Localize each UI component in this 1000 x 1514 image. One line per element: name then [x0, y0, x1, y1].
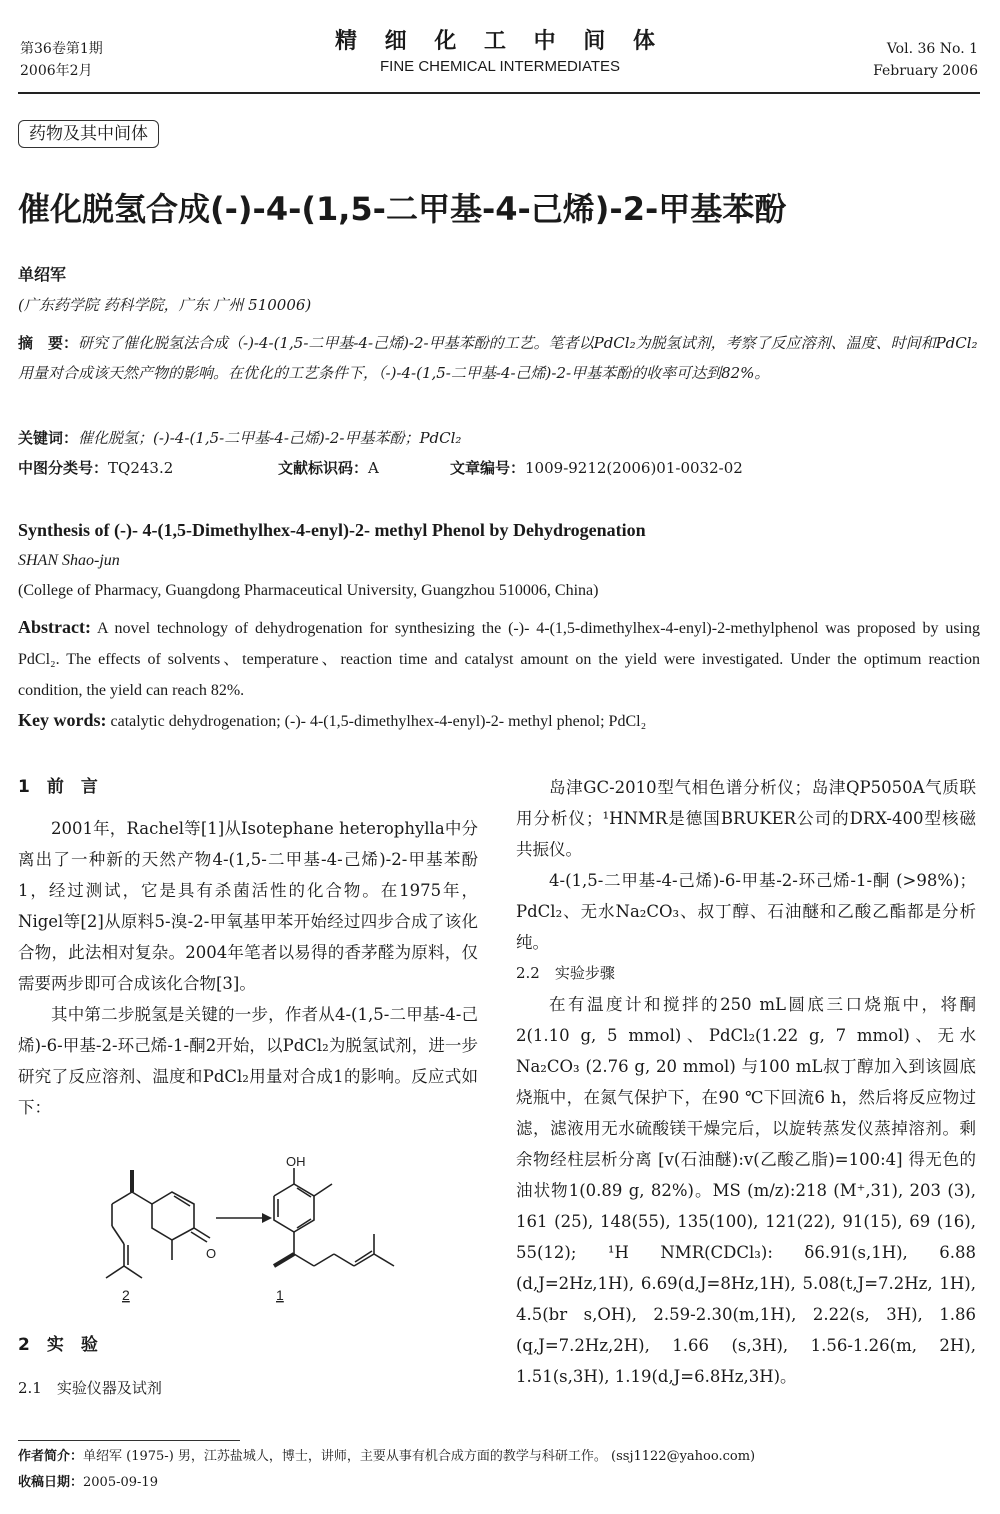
paragraph-reagents: 4-(1,5-二甲基-4-己烯)-6-甲基-2-环己烯-1-酮 (>98%)；PdCl₂、无水Na₂CO₃、叔丁醇、石油醚和乙酸乙酯都是分析纯。 [516, 871, 976, 952]
heading-steps: 2.2 实验步骤 [516, 964, 615, 982]
reaction-scheme [90, 1154, 420, 1312]
reaction-arrow [216, 1213, 272, 1223]
footnote-rule [18, 1440, 240, 1441]
compound-2-structure [106, 1170, 210, 1278]
paragraph-instruments: 岛津GC-2010型气相色谱分析仪；岛津QP5050A气质联用分析仪；¹HNMR是德国BRUKER公司的DRX-400型核磁共振仪。 [516, 778, 976, 859]
doc-code-cell [278, 456, 450, 480]
clc-value: TQ243.2 [108, 459, 174, 477]
header-center [330, 28, 670, 78]
english-affiliation: (College of Pharmacy, Guangdong Pharmaceutical University, Guangzhou 510006, China) [18, 582, 599, 599]
abstract-cn-text: 研究了催化脱氢法合成（-)-4-(1,5-二甲基-4-己烯)-2-甲基苯酚的工艺。笔者以PdCl₂为脱氢试剂，考察了反应溶剂、温度、时间和PdCl₂用量对合成该天然产物的影响。在优化的工艺条件下，（-)-4-(1,5-二甲基-4-己烯)-2-甲基苯酚的收率可达到82%。 [18, 334, 978, 382]
author-bio-label: 作者简介： [18, 1449, 84, 1464]
header-right [873, 38, 978, 82]
journal-name-cn: 精 细 化 工 中 间 体 [335, 29, 665, 54]
header-rule [18, 92, 980, 94]
section-tag: 药物及其中间体 [18, 120, 159, 148]
paragraph-procedure: 在有温度计和搅拌的250 mL圆底三口烧瓶中，将酮2(1.10 g, 5 mmol)、PdCl₂(1.22 g, 7 mmol)、无水Na₂CO₃ (2.76 g, 20 mmol) 与100 mL叔丁醇加入到该圆底烧瓶中，在氮气保护下，在90 ℃下回流6 h，然后将反应物过滤，滤液用无水硫酸镁干燥完后，以旋转蒸发仪蒸掉溶剂。剩余物经柱层析分离 [v(石油醚):v(乙酸乙脂)=100:4] 得无色的油状物1(0.89 g, 82%)。MS (m/z):218 (M⁺,31), 203 (3), 161 (25), 148(55), 135(100), 121(22), 91(15), 69 (16), 55(12); ¹H NMR(CDCl₃): δ6.91(s,1H), 6.88 (d,J=2Hz,1H), 6.69(d,J=8Hz,1H), 5.08(t,J=7.2Hz, 1H), 4.5(br s,OH), 2.59-2.30(m,1H), 2.22(s, 3H), 1.86 (q,J=7.2Hz,2H), 1.66 (s,3H), 1.56-1.26(m, 2H), 1.51(s,3H), 1.19(d,J=6.8Hz,3H)。 [516, 995, 976, 1386]
compound-1-structure [274, 1168, 394, 1266]
compound-2-label: 2 [122, 1287, 130, 1303]
author: 单绍军 [18, 265, 67, 284]
received-date-label: 收稿日期： [18, 1475, 84, 1490]
english-abstract-text: A novel technology of dehydrogenation for synthesizing the (-)- 4-(1,5-dimethylhex-4-enyl)-2-methylphenol was proposed by using PdCl₂. The effects of solvents、temperature、reaction time and catalyst amount on the yield were investigated. Under the optimum reaction condition, the yield can reach 82%. [18, 620, 980, 699]
doc-code-value: A [368, 459, 379, 477]
body-left-column-lower [18, 1330, 478, 1404]
classification-row [18, 456, 980, 480]
date-en: February 2006 [873, 63, 978, 79]
english-keywords [18, 708, 646, 734]
paragraph-intro-1: 2001年，Rachel等[1]从Isotephane heterophylla中分离出了一种新的天然产物4-(1,5-二甲基-4-己烯)-2-甲基苯酚1，经过测试，它是具有杀菌活性的化合物。在1975年，Nigel等[2]从原料5-溴-2-甲氧基甲苯开始经过四步合成了该化合物，此法相对复杂。2004年笔者以易得的香茅醛为原料，仅需要两步即可合成该化合物[3]。 [18, 819, 478, 993]
carbonyl-o-label: O [206, 1246, 217, 1261]
article-no-cell [450, 456, 743, 480]
keywords-cn-text: 催化脱氢；(-)-4-(1,5-二甲基-4-己烯)-2-甲基苯酚；PdCl₂ [78, 429, 462, 447]
page-title: 催化脱氢合成(-)-4-(1,5-二甲基-4-己烯)-2-甲基苯酚 [18, 190, 787, 228]
english-keywords-text: catalytic dehydrogenation; (-)- 4-(1,5-dimethylhex-4-enyl)-2- methyl phenol; PdCl₂ [110, 713, 647, 730]
keywords-cn [18, 424, 461, 452]
doc-code-label: 文献标识码： [278, 459, 369, 477]
heading-experiment: 2 实 验 [18, 1335, 98, 1355]
volume-cn: 第36卷第1期 [20, 41, 103, 57]
footnote-author-bio [18, 1444, 755, 1470]
body-right-column [516, 772, 976, 1392]
volume-en: Vol. 36 No. 1 [886, 41, 978, 57]
english-keywords-label: Key words: [18, 710, 107, 730]
journal-name-en: FINE CHEMICAL INTERMEDIATES [379, 58, 621, 75]
english-abstract [18, 612, 980, 706]
abstract-cn [18, 328, 980, 388]
keywords-cn-label: 关键词： [18, 429, 79, 447]
article-no-label: 文章编号： [450, 459, 526, 477]
heading-intro: 1 前 言 [18, 777, 98, 797]
author-bio-text: 单绍军 (1975-) 男，江苏盐城人，博士，讲师，主要从事有机合成方面的教学与科研工作。 (ssj1122@yahoo.com) [83, 1449, 756, 1464]
hydroxyl-oh-label: OH [286, 1154, 306, 1169]
affiliation: (广东药学院 药科学院，广东 广州 510006) [18, 296, 312, 314]
clc-cell [18, 456, 278, 480]
english-title: Synthesis of (-)- 4-(1,5-Dimethylhex-4-enyl)-2- methyl Phenol by Dehydrogenation [18, 520, 646, 540]
paragraph-intro-2: 其中第二步脱氢是关键的一步，作者从4-(1,5-二甲基-4-己烯)-6-甲基-2-环己烯-1-酮2开始，以PdCl₂为脱氢试剂，进一步研究了反应溶剂、温度和PdCl₂用量对合成1的影响。反应式如下： [18, 1005, 478, 1117]
heading-instruments: 2.1 实验仪器及试剂 [18, 1379, 162, 1397]
footnote-received-date [18, 1470, 158, 1496]
received-date-text: 2005-09-19 [83, 1475, 158, 1490]
abstract-cn-label: 摘 要： [18, 334, 79, 352]
english-author: SHAN Shao-jun [18, 552, 120, 569]
body-left-column [18, 772, 478, 1123]
header-left [20, 38, 103, 82]
clc-label: 中图分类号： [18, 459, 109, 477]
compound-1-label: 1 [276, 1287, 284, 1303]
article-no-value: 1009-9212(2006)01-0032-02 [525, 459, 743, 477]
date-cn: 2006年2月 [20, 63, 93, 79]
english-abstract-label: Abstract: [18, 617, 91, 637]
